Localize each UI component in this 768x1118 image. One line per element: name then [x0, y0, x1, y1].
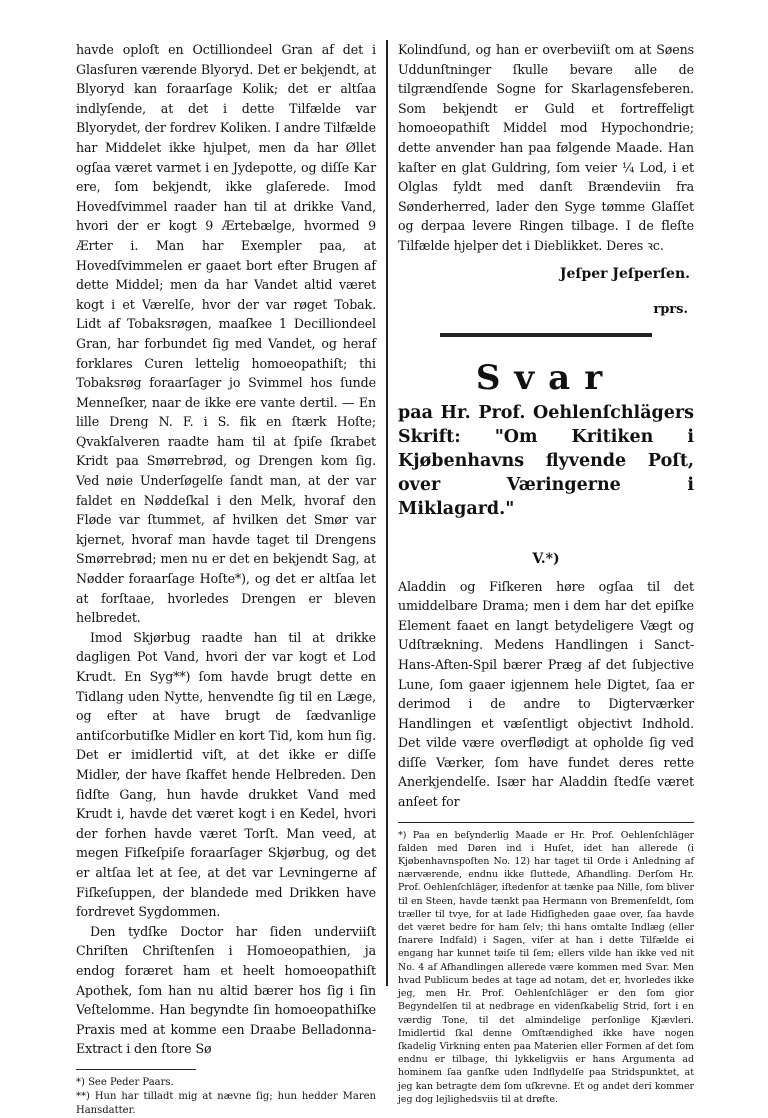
- right-intro-paragraph: Kolindſund, og han er overbeviiſt om at Søens Uddunſtninger ſkulle bevare alle de tilgrændſende Sogne for Skarlagensfeberen. Som bekjendt er Guld et fortreffeligt homoeopathiſt Middel mod Hypochondrie; dette anvender han paa følgende Maade. Han kaſter en glat Guldring, ſom veier ¼ Lod, i et Olglas fyldt med danſt Brændeviin fra Sønderherred, lader den Syge tømme Glaſſet og derpaa levere Ringen tilbage. I de fleſte Tilfælde hjelper det i Dieblikket. Deres ꝛc.: [398, 42, 694, 253]
- left-footnote-2: **) Hun har tilladt mig at nævne ſig; hun hedder Maren Hansdatter.: [76, 1090, 376, 1116]
- section-number: V.*): [532, 550, 560, 567]
- right-column: [398, 40, 694, 1106]
- article-heading: Svar: [475, 357, 617, 398]
- right-main-paragraph: Aladdin og Fiſkeren høre ogſaa til det umiddelbare Drama; men i dem har det epiſke Element faaet en langt betydeligere Vægt og Udſtrækning. Medens Handlingen i Sanct-Hans-Aften-Spil bærer Præg af det ſubjective Lune, ſom gaaer igjennem hele Digtet, ſaa er derimod i de andre to Digterværker Handlingen et væſentligt objectivt Indhold. Det vilde være overflødigt at opholde ſig ved diſſe Værker, ſom have fundet deres rette Anerkjendelſe. Især har Aladdin ſtedſe været anſeet for: [398, 578, 694, 810]
- right-footnote-divider: [398, 822, 694, 823]
- initials: rprs.: [653, 301, 688, 317]
- column-divider: [386, 40, 388, 986]
- footnote-divider: [76, 1069, 196, 1070]
- section-separator: [440, 333, 652, 337]
- right-footnote: *) Paa en beſynderlig Maade er Hr. Prof. Oehlenſchläger falden med Døren ind i Huſet, idet han allerede (i Kjøbenhavnspoſten No. 12) har taget til Orde i Anledning af nærværende, endnu ikke ſluttede, Afhandling. Derſom Hr. Prof. Oehlenſchläger, iſtedenfor at tænke paa Nille, ſom bliver til en Steen, havde tænkt paa Hermann von Bremenfeldt, ſom træller til tvye, for at lade Hidſigheden gaae over, ſaa havde det været bedre for ham ſelv; thi hans omtalte Indlæg (eller ſnarere Indfald) i Sagen, viſer at han i dette Tilfælde ei engang har kunnet tøiſe til ſem; ellers vilde han ikke ved nit No. 4 af Afhandlingen allerede være kommen med Svar. Men hvad Publicum bedes at tage ad notam, det er, hvorledes ikke jeg, men Hr. Prof. Oehlenſchläger er den ſom gior Begyndelſen til at nedbrage en videnſkabelig Strid, ſort i en værdig Tone, til det almindelige perſonlige Kjævleri. Imidlertid ſkal denne Omſtændighed ikke have nogen ſkadelig Virkning enten paa Materien eller Formen af det ſom endnu er tilbage, thi lykkeligviis er hans Argumenta ad hominem ſaa ganſke uden Indflydelſe paa Stridspunktet, at jeg kan betragte dem ſom uſkrevne. Et og andet deri kommer jeg dog lejlighedsviis til at drøfte.: [398, 829, 694, 1105]
- left-paragraph-3: Den tydſke Doctor har ſiden underviiſt Chriſten Chriſtenſen i Homoeopathien, ja endog foræret ham et heelt homoeopathiſt Apothek, ſom han nu altid bærer hos ſig i ſin Veſtelomme. Han begyndte ſin homoeopathiſke Praxis med at komme een Draabe Belladonna-Extract i den ſtore Sø: [76, 923, 376, 1057]
- left-column: [76, 40, 376, 1118]
- left-paragraph-2: Imod Skjørbug raadte han til at drikke dagligen Pot Vand, hvori der var kogt et Lod Krudt. En Syg**) ſom havde brugt dette en Tidlang uden Nytte, henvendte ſig til en Læge, og efter at have brugt de ſædvanlige antiſcorbutiſke Midler en kort Tid, kom hun ſig. Det er imidlertid viſt, at det ikke er diſſe Midler, der have ſkaffet hende Helbreden. Den ſidſte Gang, hun havde drukket Vand med Krudt i, havde det været kogt i en Kedel, hvori der forhen havde været Torſt. Man veed, at megen Fiſkeſpiſe foraarſager Skjørbug, og det er altſaa let at ſee, at det var Levningerne af Fiſkeſuppen, der blandede med Drikken have fordrevet Sygdommen.: [76, 629, 376, 920]
- article-subtitle: paa Hr. Prof. Oehlenſchlägers Skrift: "Om Kritiken i Kjøbenhavns flyvende Poſt, over Væringerne i Miklagard.": [398, 402, 694, 519]
- left-paragraph-1: havde oploſt en Octilliondeel Gran af det i Glasſuren værende Blyoryd. Det er bekjendt, at Blyoryd kan foraarſage Kolik; det er altſaa indlyſende, at det i dette Tilfælde var Blyorydet, der fordrev Koliken. I andre Tilfælde har Middelet ikke hjulpet, men da har Øllet ogſaa været varmet i en Jydepotte, og diſſe Kar ere, ſom bekjendt, ikke glaſerede. Imod Hovedſvimmel raader han til at drikke Vand, hvori der er kogt 9 Ærtebælge, hvormed 9 Ærter i. Man har Exempler paa, at Hovedſvimmelen er gaaet bort efter Brugen af dette Middel; men da har Vandet altid været kogt i et Værelſe, hvor der var røget Tobak. Lidt af Tobaksrøgen, maaſkee 1 Decilliondeel Gran, har forbundet ſig med Vandet, og heraf forklares Curen lettelig homoeopathiſt; thi Tobaksrøg foraarſager jo Svimmel hos ſunde Menneſker, naar de ikke ere vante dertil. — En lille Dreng N. F. i S. fik en ſtærk Hoſte; Qvakſalveren raadte ham til at ſpiſe ſkrabet Kridt paa Smørrebrød, og Drengen kom ſig. Ved nøie Underſøgelſe ſandt man, at der var faldet en Nøddeſkal i den Melk, hvoraf den Fløde var ſtummet, af hvilken det Smør var kjernet, hvoraf man havde taget til Drengens Smørrebrød; men nu er det en bekjendt Sag, at Nødder foraarſage Hoſte*), og det er altſaa let at forſtaae, hvorledes Drengen er bleven helbredet.: [76, 42, 376, 626]
- left-footnote-1: *) See Peder Paars.: [76, 1076, 174, 1088]
- signature: Jeſper Jeſperſen.: [559, 265, 690, 282]
